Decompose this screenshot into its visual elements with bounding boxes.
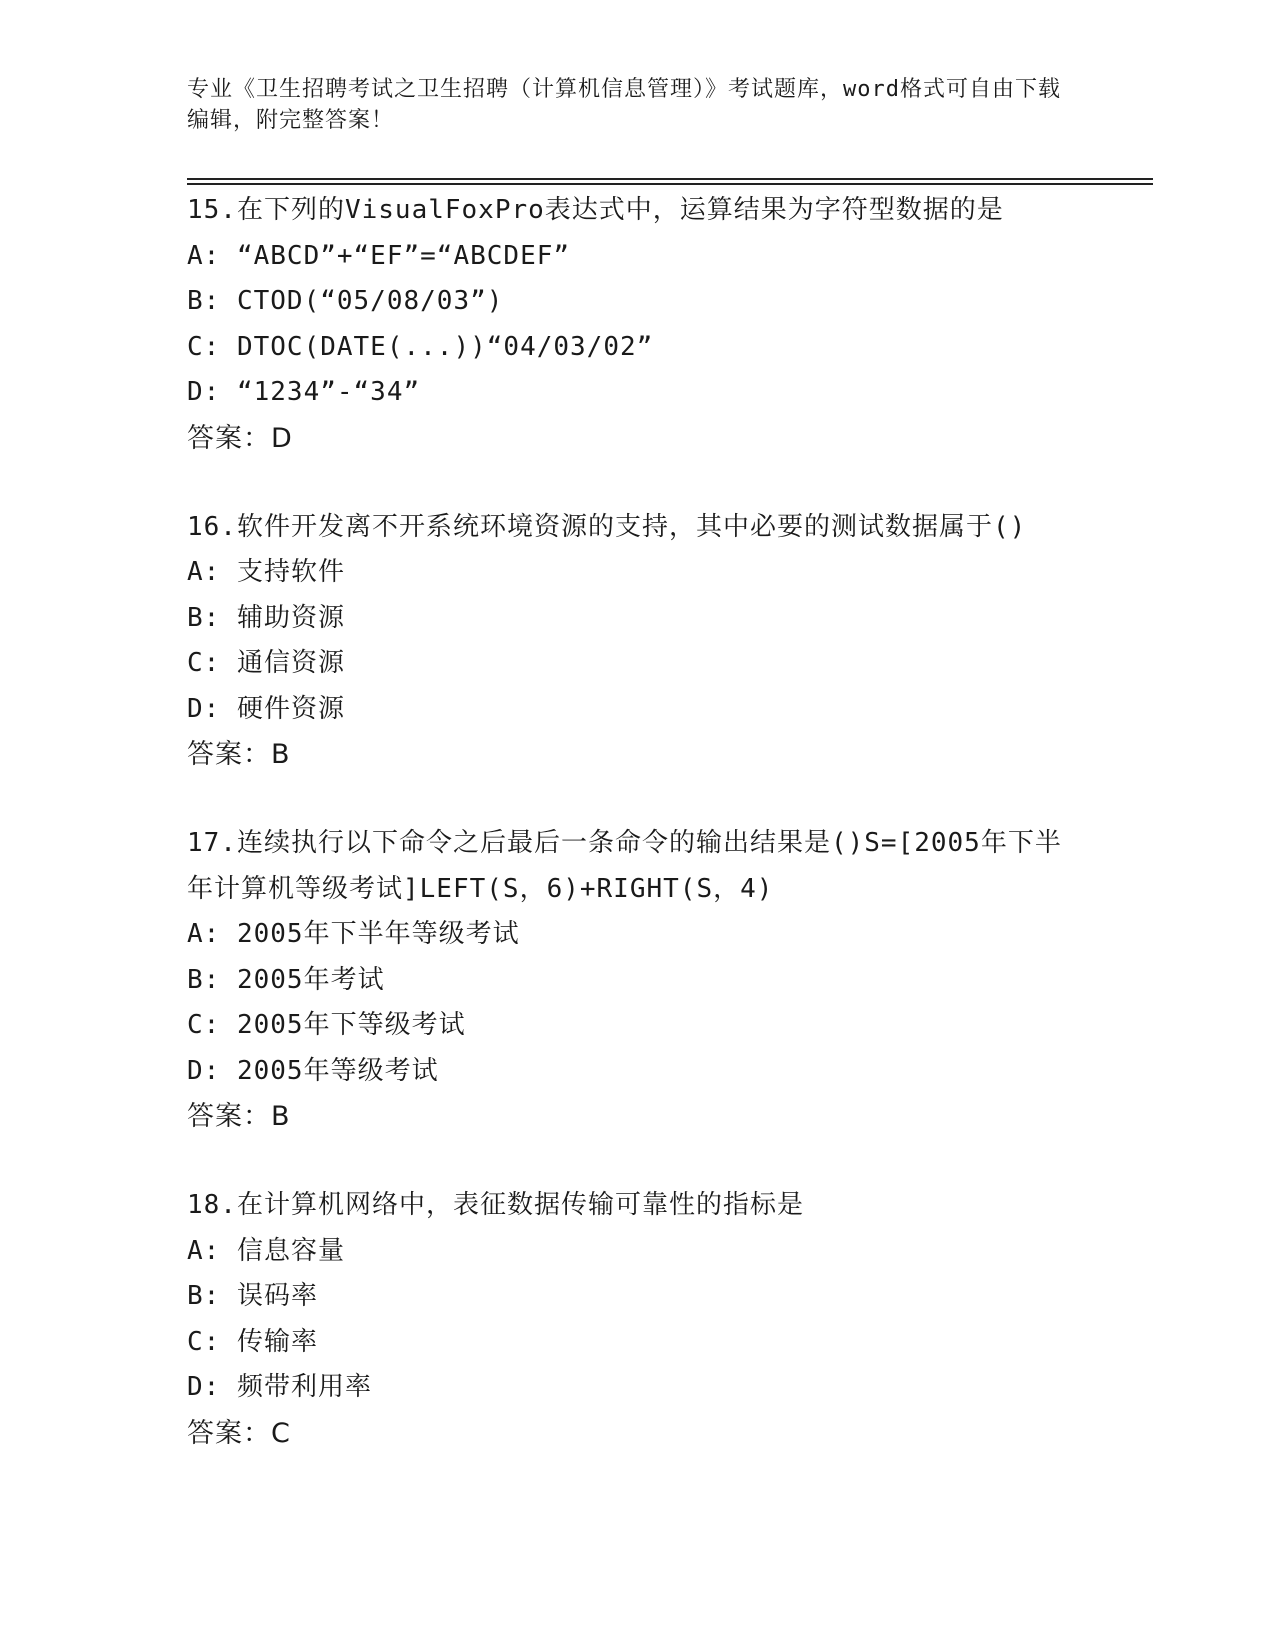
document-header: 专业《卫生招聘考试之卫生招聘（计算机信息管理）》考试题库，word格式可自由下载编辑，附完整答案！ bbox=[187, 77, 1061, 133]
option-b: B: 2005年考试 bbox=[187, 964, 385, 995]
option-b: B: CTOD(“05/08/03”) bbox=[187, 286, 504, 316]
question-15 bbox=[187, 188, 1107, 462]
option-b: B: 辅助资源 bbox=[187, 602, 345, 633]
option-d: D: 硬件资源 bbox=[187, 693, 345, 724]
option-d: D: “1234”-“34” bbox=[187, 377, 421, 407]
question-18 bbox=[187, 1183, 1107, 1457]
option-d: D: 2005年等级考试 bbox=[187, 1055, 439, 1086]
option-a: A: 2005年下半年等级考试 bbox=[187, 919, 520, 949]
option-a: A: “ABCD”+“EF”=“ABCDEF” bbox=[187, 240, 571, 271]
option-a: A: 支持软件 bbox=[187, 557, 345, 587]
question-stem: 15.在下列的VisualFoxPro表达式中，运算结果为字符型数据的是 bbox=[187, 195, 1004, 225]
answer-line: 答案：B bbox=[187, 1101, 291, 1132]
question-stem: 18.在计算机网络中，表征数据传输可靠性的指标是 bbox=[187, 1190, 804, 1220]
header-divider-top bbox=[187, 178, 1153, 180]
header-divider-bottom bbox=[187, 183, 1153, 185]
question-list bbox=[187, 188, 1107, 1500]
option-d: D: 频带利用率 bbox=[187, 1372, 372, 1402]
answer-line: 答案：D bbox=[187, 422, 293, 454]
question-17 bbox=[187, 821, 1107, 1140]
option-b: B: 误码率 bbox=[187, 1281, 318, 1311]
question-stem: 17.连续执行以下命令之后最后一条命令的输出结果是()S=[2005年下半年计算机等级考试]LEFT(S，6)+RIGHT(S，4) bbox=[187, 828, 1062, 904]
question-16 bbox=[187, 505, 1107, 779]
option-c: C: DTOC(DATE(...))“04/03/02” bbox=[187, 331, 654, 362]
option-c: C: 传输率 bbox=[187, 1326, 318, 1357]
option-c: C: 通信资源 bbox=[187, 648, 345, 678]
question-stem: 16.软件开发离不开系统环境资源的支持，其中必要的测试数据属于() bbox=[187, 511, 1027, 542]
answer-line: 答案：B bbox=[187, 739, 291, 770]
option-a: A: 信息容量 bbox=[187, 1235, 345, 1266]
option-c: C: 2005年下等级考试 bbox=[187, 1010, 466, 1040]
answer-line: 答案：C bbox=[187, 1417, 291, 1449]
